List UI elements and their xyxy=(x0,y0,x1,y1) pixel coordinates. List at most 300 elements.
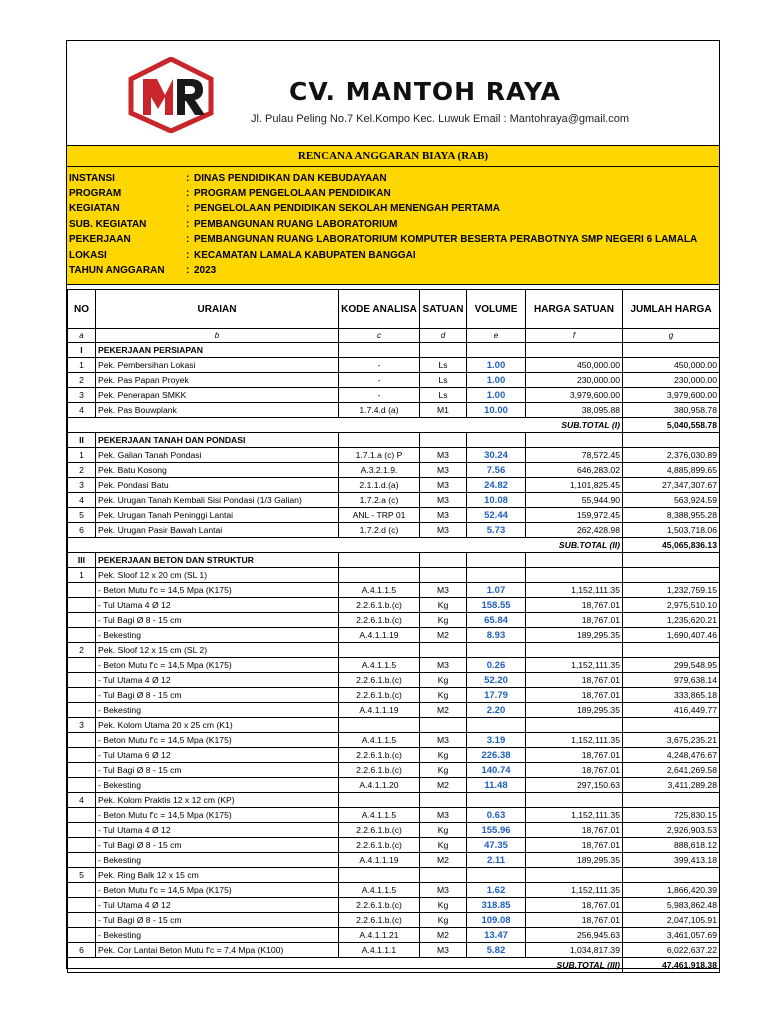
cell-kode xyxy=(339,793,420,808)
table-row xyxy=(68,943,720,958)
col-header-no: NO xyxy=(68,290,96,329)
cell-volume: 7.56 xyxy=(467,463,526,478)
table-row xyxy=(68,643,720,658)
cell-jumlah: 230,000.00 xyxy=(623,373,720,388)
cell-kode xyxy=(339,433,420,448)
cell-satuan: Kg xyxy=(420,748,467,763)
cell-harga: 18,767.01 xyxy=(526,823,623,838)
cell-uraian: - Tul Utama 4 Ø 12 xyxy=(96,673,339,688)
cell-uraian: Pek. Urugan Tanah Kembali Sisi Pondasi (1/3 Galian) xyxy=(96,493,339,508)
cell-section-title: PEKERJAAN BETON DAN STRUKTUR xyxy=(96,553,339,568)
cell-kode: - xyxy=(339,388,420,403)
cell-volume xyxy=(467,718,526,733)
cell-volume: 140.74 xyxy=(467,763,526,778)
table-row xyxy=(68,403,720,418)
cell-no xyxy=(68,898,96,913)
cell-uraian: - Tul Utama 4 Ø 12 xyxy=(96,898,339,913)
company-logo xyxy=(127,57,215,133)
cell-uraian: - Bekesting xyxy=(96,853,339,868)
cell-no: 5 xyxy=(68,868,96,883)
cell-satuan: Kg xyxy=(420,613,467,628)
cell-volume xyxy=(467,433,526,448)
cell-satuan: Kg xyxy=(420,598,467,613)
cell-harga xyxy=(526,433,623,448)
cell-satuan xyxy=(420,568,467,583)
cell-kode: A.4.1.1.19 xyxy=(339,853,420,868)
info-row-tahun: TAHUN ANGGARAN : 2023 xyxy=(69,265,217,276)
cell-jumlah: 3,675,235.21 xyxy=(623,733,720,748)
info-row-sub-kegiatan: SUB. KEGIATAN : PEMBANGUNAN RUANG LABORATORIUM xyxy=(69,219,398,230)
table-row xyxy=(68,583,720,598)
cell-no xyxy=(68,583,96,598)
cell-volume: 13.47 xyxy=(467,928,526,943)
cell-jumlah: 5,983,862.48 xyxy=(623,898,720,913)
company-address: Jl. Pulau Peling No.7 Kel.Kompo Kec. Luwuk Email : Mantohraya@gmail.com xyxy=(251,113,630,125)
cell-uraian: - Bekesting xyxy=(96,778,339,793)
table-row xyxy=(68,838,720,853)
cell-uraian: - Tul Utama 4 Ø 12 xyxy=(96,823,339,838)
cell-satuan: M3 xyxy=(420,943,467,958)
cell-harga: 189,295.35 xyxy=(526,628,623,643)
cell-satuan xyxy=(420,433,467,448)
cell-satuan xyxy=(420,718,467,733)
rab-table xyxy=(67,289,720,973)
subtotal-row xyxy=(68,958,720,973)
cell-kode: 2.2.6.1.b.(c) xyxy=(339,763,420,778)
cell-uraian: - Beton Mutu f'c = 14,5 Mpa (K175) xyxy=(96,583,339,598)
section-row xyxy=(68,433,720,448)
cell-jumlah: 979,638.14 xyxy=(623,673,720,688)
cell-kode: A.4.1.1.5 xyxy=(339,808,420,823)
info-row-program: PROGRAM : PROGRAM PENGELOLAAN PENDIDIKAN xyxy=(69,188,391,199)
cell-subtotal-amount: 45,065,836.13 xyxy=(623,538,720,553)
cell-kode: A.3.2.1.9. xyxy=(339,463,420,478)
cell-volume: 5.73 xyxy=(467,523,526,538)
cell-harga xyxy=(526,793,623,808)
cell-satuan: M2 xyxy=(420,778,467,793)
cell-jumlah: 1,866,420.39 xyxy=(623,883,720,898)
cell-volume: 158.55 xyxy=(467,598,526,613)
table-row xyxy=(68,733,720,748)
table-row xyxy=(68,673,720,688)
cell-kode: A.4.1.1.5 xyxy=(339,658,420,673)
cell-section-title: PEKERJAAN PERSIAPAN xyxy=(96,343,339,358)
cell-kode: A.4.1.1.5 xyxy=(339,733,420,748)
cell-jumlah xyxy=(623,643,720,658)
table-row xyxy=(68,463,720,478)
cell-harga: 1,152,111.35 xyxy=(526,733,623,748)
col-header-jumlah: JUMLAH HARGA xyxy=(623,290,720,329)
cell-satuan: M3 xyxy=(420,448,467,463)
cell-kode: ANL - TRP 01 xyxy=(339,508,420,523)
column-letter-row: a b c d e f g xyxy=(68,329,720,343)
cell-uraian: - Bekesting xyxy=(96,628,339,643)
cell-jumlah: 4,248,476.67 xyxy=(623,748,720,763)
cell-harga: 1,034,817.39 xyxy=(526,943,623,958)
cell-jumlah xyxy=(623,553,720,568)
cell-kode: 2.2.6.1.b.(c) xyxy=(339,748,420,763)
cell-no: III xyxy=(68,553,96,568)
table-row xyxy=(68,478,720,493)
cell-harga: 3,979,600.00 xyxy=(526,388,623,403)
cell-jumlah: 333,865.18 xyxy=(623,688,720,703)
cell-harga xyxy=(526,553,623,568)
cell-satuan: M3 xyxy=(420,508,467,523)
cell-kode xyxy=(339,343,420,358)
cell-uraian: - Bekesting xyxy=(96,703,339,718)
table-row xyxy=(68,718,720,733)
cell-volume xyxy=(467,553,526,568)
cell-uraian: - Tul Bagi Ø 8 - 15 cm xyxy=(96,838,339,853)
cell-uraian: Pek. Sloof 12 x 20 cm (SL 1) xyxy=(96,568,339,583)
cell-volume: 155.96 xyxy=(467,823,526,838)
cell-no xyxy=(68,913,96,928)
cell-no xyxy=(68,733,96,748)
cell-harga: 18,767.01 xyxy=(526,913,623,928)
cell-kode: A.4.1.1.21 xyxy=(339,928,420,943)
table-row xyxy=(68,808,720,823)
cell-harga: 262,428.98 xyxy=(526,523,623,538)
cell-kode xyxy=(339,643,420,658)
cell-volume: 11.48 xyxy=(467,778,526,793)
cell-no xyxy=(68,763,96,778)
cell-no: 4 xyxy=(68,793,96,808)
cell-uraian: - Bekesting xyxy=(96,928,339,943)
cell-uraian: - Tul Bagi Ø 8 - 15 cm xyxy=(96,763,339,778)
cell-harga: 1,101,825.45 xyxy=(526,478,623,493)
table-row xyxy=(68,853,720,868)
cell-no xyxy=(68,928,96,943)
cell-harga xyxy=(526,718,623,733)
cell-satuan: Kg xyxy=(420,763,467,778)
cell-volume: 3.19 xyxy=(467,733,526,748)
cell-no: 4 xyxy=(68,493,96,508)
cell-no: 2 xyxy=(68,463,96,478)
cell-no xyxy=(68,688,96,703)
cell-volume: 318.85 xyxy=(467,898,526,913)
company-name: CV. MANTOH RAYA xyxy=(289,77,562,106)
cell-harga: 18,767.01 xyxy=(526,688,623,703)
cell-volume: 17.79 xyxy=(467,688,526,703)
cell-no xyxy=(68,853,96,868)
subtotal-row xyxy=(68,538,720,553)
cell-volume: 109.08 xyxy=(467,913,526,928)
cell-jumlah: 450,000.00 xyxy=(623,358,720,373)
cell-uraian: Pek. Cor Lantai Beton Mutu f'c = 7,4 Mpa (K100) xyxy=(96,943,339,958)
cell-uraian: - Beton Mutu f'c = 14,5 Mpa (K175) xyxy=(96,733,339,748)
cell-jumlah: 563,924.59 xyxy=(623,493,720,508)
table-row xyxy=(68,898,720,913)
cell-kode: A.4.1.1.5 xyxy=(339,883,420,898)
cell-volume xyxy=(467,343,526,358)
cell-harga: 189,295.35 xyxy=(526,703,623,718)
document-frame xyxy=(66,40,720,969)
cell-volume xyxy=(467,868,526,883)
cell-jumlah: 6,022,637.22 xyxy=(623,943,720,958)
cell-satuan: M3 xyxy=(420,478,467,493)
subtotal-row xyxy=(68,418,720,433)
cell-jumlah xyxy=(623,793,720,808)
cell-jumlah: 2,926,903.53 xyxy=(623,823,720,838)
cell-uraian: - Tul Bagi Ø 8 - 15 cm xyxy=(96,688,339,703)
cell-volume: 47.35 xyxy=(467,838,526,853)
cell-kode: 2.2.6.1.b.(c) xyxy=(339,898,420,913)
cell-jumlah: 888,618.12 xyxy=(623,838,720,853)
cell-volume: 52.20 xyxy=(467,673,526,688)
table-row xyxy=(68,598,720,613)
table-row xyxy=(68,658,720,673)
cell-volume: 1.00 xyxy=(467,358,526,373)
cell-satuan: M3 xyxy=(420,883,467,898)
cell-uraian: Pek. Kolom Praktis 12 x 12 cm (KP) xyxy=(96,793,339,808)
table-row xyxy=(68,793,720,808)
table-row xyxy=(68,388,720,403)
info-row-kegiatan: KEGIATAN : PENGELOLAAN PENDIDIKAN SEKOLAH MENENGAH PERTAMA xyxy=(69,203,500,214)
cell-no: 5 xyxy=(68,508,96,523)
cell-satuan: M3 xyxy=(420,463,467,478)
table-row xyxy=(68,508,720,523)
cell-uraian: Pek. Pembersihan Lokasi xyxy=(96,358,339,373)
cell-harga: 18,767.01 xyxy=(526,748,623,763)
cell-jumlah xyxy=(623,568,720,583)
cell-uraian: Pek. Galian Tanah Pondasi xyxy=(96,448,339,463)
table-row xyxy=(68,928,720,943)
cell-satuan: Kg xyxy=(420,898,467,913)
cell-volume: 30.24 xyxy=(467,448,526,463)
cell-kode: - xyxy=(339,358,420,373)
cell-harga: 189,295.35 xyxy=(526,853,623,868)
cell-satuan: Ls xyxy=(420,388,467,403)
cell-satuan: Kg xyxy=(420,823,467,838)
cell-volume: 2.11 xyxy=(467,853,526,868)
cell-harga: 18,767.01 xyxy=(526,838,623,853)
cell-no xyxy=(68,883,96,898)
cell-jumlah: 1,503,718.06 xyxy=(623,523,720,538)
cell-no xyxy=(68,628,96,643)
cell-harga xyxy=(526,568,623,583)
cell-uraian: - Beton Mutu f'c = 14,5 Mpa (K175) xyxy=(96,808,339,823)
cell-harga: 1,152,111.35 xyxy=(526,808,623,823)
cell-satuan xyxy=(420,553,467,568)
cell-jumlah: 299,548.95 xyxy=(623,658,720,673)
cell-kode: 2.2.6.1.b.(c) xyxy=(339,688,420,703)
cell-jumlah: 3,461,057.69 xyxy=(623,928,720,943)
cell-jumlah: 399,413.18 xyxy=(623,853,720,868)
cell-harga: 18,767.01 xyxy=(526,598,623,613)
cell-kode: 1.7.4.d (a) xyxy=(339,403,420,418)
cell-satuan: Ls xyxy=(420,373,467,388)
cell-uraian: Pek. Ring Balk 12 x 15 cm xyxy=(96,868,339,883)
cell-no: II xyxy=(68,433,96,448)
table-row xyxy=(68,778,720,793)
table-row xyxy=(68,448,720,463)
info-row-pekerjaan: PEKERJAAN : PEMBANGUNAN RUANG LABORATORIUM KOMPUTER BESERTA PERABOTNYA SMP NEGERI 6 LAMALA xyxy=(69,234,698,245)
table-row xyxy=(68,868,720,883)
cell-kode: A.4.1.1.19 xyxy=(339,703,420,718)
cell-jumlah xyxy=(623,433,720,448)
cell-jumlah: 27,347,307.67 xyxy=(623,478,720,493)
cell-harga xyxy=(526,343,623,358)
cell-kode: 2.2.6.1.b.(c) xyxy=(339,673,420,688)
cell-satuan xyxy=(420,343,467,358)
cell-no xyxy=(68,838,96,853)
cell-satuan xyxy=(420,643,467,658)
table-row xyxy=(68,913,720,928)
cell-kode: 1.7.1.a (c) P xyxy=(339,448,420,463)
table-header-row xyxy=(68,290,720,329)
cell-volume: 5.82 xyxy=(467,943,526,958)
cell-jumlah: 1,232,759.15 xyxy=(623,583,720,598)
cell-uraian: Pek. Urugan Pasir Bawah Lantai xyxy=(96,523,339,538)
cell-kode: 2.2.6.1.b.(c) xyxy=(339,823,420,838)
cell-uraian: Pek. Penerapan SMKK xyxy=(96,388,339,403)
table-row xyxy=(68,613,720,628)
table-row xyxy=(68,523,720,538)
cell-volume: 52.44 xyxy=(467,508,526,523)
cell-kode: 2.2.6.1.b.(c) xyxy=(339,613,420,628)
cell-no: 1 xyxy=(68,358,96,373)
letterhead xyxy=(67,41,719,145)
cell-subtotal-amount: 5,040,558.78 xyxy=(623,418,720,433)
cell-volume: 0.26 xyxy=(467,658,526,673)
cell-uraian: - Tul Utama 4 Ø 12 xyxy=(96,598,339,613)
col-header-satuan: SATUAN xyxy=(420,290,467,329)
cell-harga: 450,000.00 xyxy=(526,358,623,373)
cell-subtotal-label: SUB.TOTAL (III) xyxy=(68,958,623,973)
cell-harga: 38,095.88 xyxy=(526,403,623,418)
cell-subtotal-label: SUB.TOTAL (I) xyxy=(68,418,623,433)
cell-jumlah: 3,979,600.00 xyxy=(623,388,720,403)
cell-kode: 2.2.6.1.b.(c) xyxy=(339,913,420,928)
cell-jumlah: 2,376,030.89 xyxy=(623,448,720,463)
cell-kode: A.4.1.1.19 xyxy=(339,628,420,643)
section-row xyxy=(68,343,720,358)
cell-volume xyxy=(467,793,526,808)
cell-satuan: M3 xyxy=(420,733,467,748)
table-row xyxy=(68,568,720,583)
cell-volume: 65.84 xyxy=(467,613,526,628)
info-row-instansi: INSTANSI : DINAS PENDIDIKAN DAN KEBUDAYAAN xyxy=(69,173,387,184)
cell-kode: - xyxy=(339,373,420,388)
cell-kode xyxy=(339,718,420,733)
cell-jumlah: 2,047,105.91 xyxy=(623,913,720,928)
cell-volume: 1.00 xyxy=(467,388,526,403)
cell-harga xyxy=(526,643,623,658)
table-row xyxy=(68,628,720,643)
cell-harga: 18,767.01 xyxy=(526,898,623,913)
cell-harga: 1,152,111.35 xyxy=(526,583,623,598)
cell-no: I xyxy=(68,343,96,358)
table-row xyxy=(68,493,720,508)
cell-kode xyxy=(339,553,420,568)
cell-jumlah: 8,388,955.28 xyxy=(623,508,720,523)
cell-volume: 24.82 xyxy=(467,478,526,493)
cell-section-title: PEKERJAAN TANAH DAN PONDASI xyxy=(96,433,339,448)
cell-subtotal-label: SUB.TOTAL (II) xyxy=(68,538,623,553)
cell-satuan: M3 xyxy=(420,583,467,598)
cell-kode: 1.7.2.a (c) xyxy=(339,493,420,508)
cell-harga xyxy=(526,868,623,883)
table-row xyxy=(68,358,720,373)
cell-harga: 55,944.90 xyxy=(526,493,623,508)
cell-kode: A.4.1.1.1 xyxy=(339,943,420,958)
cell-kode: 1.7.2.d (c) xyxy=(339,523,420,538)
cell-volume: 1.62 xyxy=(467,883,526,898)
cell-jumlah: 4,885,899.65 xyxy=(623,463,720,478)
cell-kode xyxy=(339,868,420,883)
table-row xyxy=(68,748,720,763)
cell-no: 1 xyxy=(68,568,96,583)
cell-volume: 10.00 xyxy=(467,403,526,418)
cell-volume: 1.00 xyxy=(467,373,526,388)
cell-harga: 1,152,111.35 xyxy=(526,883,623,898)
table-row xyxy=(68,823,720,838)
cell-volume: 0.63 xyxy=(467,808,526,823)
cell-jumlah xyxy=(623,718,720,733)
cell-no xyxy=(68,778,96,793)
cell-uraian: Pek. Pas Bouwplank xyxy=(96,403,339,418)
cell-satuan: M3 xyxy=(420,658,467,673)
cell-jumlah: 1,235,620.21 xyxy=(623,613,720,628)
cell-satuan: Kg xyxy=(420,688,467,703)
cell-jumlah: 725,830.15 xyxy=(623,808,720,823)
cell-no: 6 xyxy=(68,943,96,958)
cell-satuan: M3 xyxy=(420,493,467,508)
cell-no xyxy=(68,703,96,718)
cell-jumlah: 380,958.78 xyxy=(623,403,720,418)
cell-jumlah: 2,641,269.58 xyxy=(623,763,720,778)
cell-jumlah: 2,975,510.10 xyxy=(623,598,720,613)
cell-harga: 18,767.01 xyxy=(526,613,623,628)
col-header-kode: KODE ANALISA xyxy=(339,290,420,329)
cell-harga: 18,767.01 xyxy=(526,763,623,778)
cell-satuan: Ls xyxy=(420,358,467,373)
cell-harga: 18,767.01 xyxy=(526,673,623,688)
cell-volume xyxy=(467,643,526,658)
cell-jumlah: 1,690,407.46 xyxy=(623,628,720,643)
cell-uraian: Pek. Pondasi Batu xyxy=(96,478,339,493)
table-row xyxy=(68,763,720,778)
cell-jumlah xyxy=(623,343,720,358)
col-header-harga: HARGA SATUAN xyxy=(526,290,623,329)
table-row xyxy=(68,373,720,388)
cell-no xyxy=(68,673,96,688)
cell-satuan: Kg xyxy=(420,838,467,853)
cell-uraian: - Tul Utama 6 Ø 12 xyxy=(96,748,339,763)
cell-uraian: Pek. Pas Papan Proyek xyxy=(96,373,339,388)
cell-no xyxy=(68,823,96,838)
cell-uraian: Pek. Urugan Tanah Peninggi Lantai xyxy=(96,508,339,523)
cell-uraian: Pek. Kolom Utama 20 x 25 cm (K1) xyxy=(96,718,339,733)
cell-no: 2 xyxy=(68,373,96,388)
table-row xyxy=(68,883,720,898)
document-title: RENCANA ANGGARAN BIAYA (RAB) xyxy=(67,145,719,167)
project-info xyxy=(67,167,719,285)
cell-uraian: - Tul Bagi Ø 8 - 15 cm xyxy=(96,613,339,628)
cell-uraian: - Beton Mutu f'c = 14,5 Mpa (K175) xyxy=(96,658,339,673)
cell-subtotal-amount: 47,461,918.38 xyxy=(623,958,720,973)
rab-table-body xyxy=(68,343,720,973)
cell-no: 1 xyxy=(68,448,96,463)
cell-no xyxy=(68,808,96,823)
cell-harga: 159,972.45 xyxy=(526,508,623,523)
cell-harga: 1,152,111.35 xyxy=(526,658,623,673)
cell-kode: A.4.1.1.5 xyxy=(339,583,420,598)
cell-jumlah xyxy=(623,868,720,883)
cell-no: 3 xyxy=(68,388,96,403)
cell-harga: 297,150.63 xyxy=(526,778,623,793)
cell-satuan: M3 xyxy=(420,523,467,538)
